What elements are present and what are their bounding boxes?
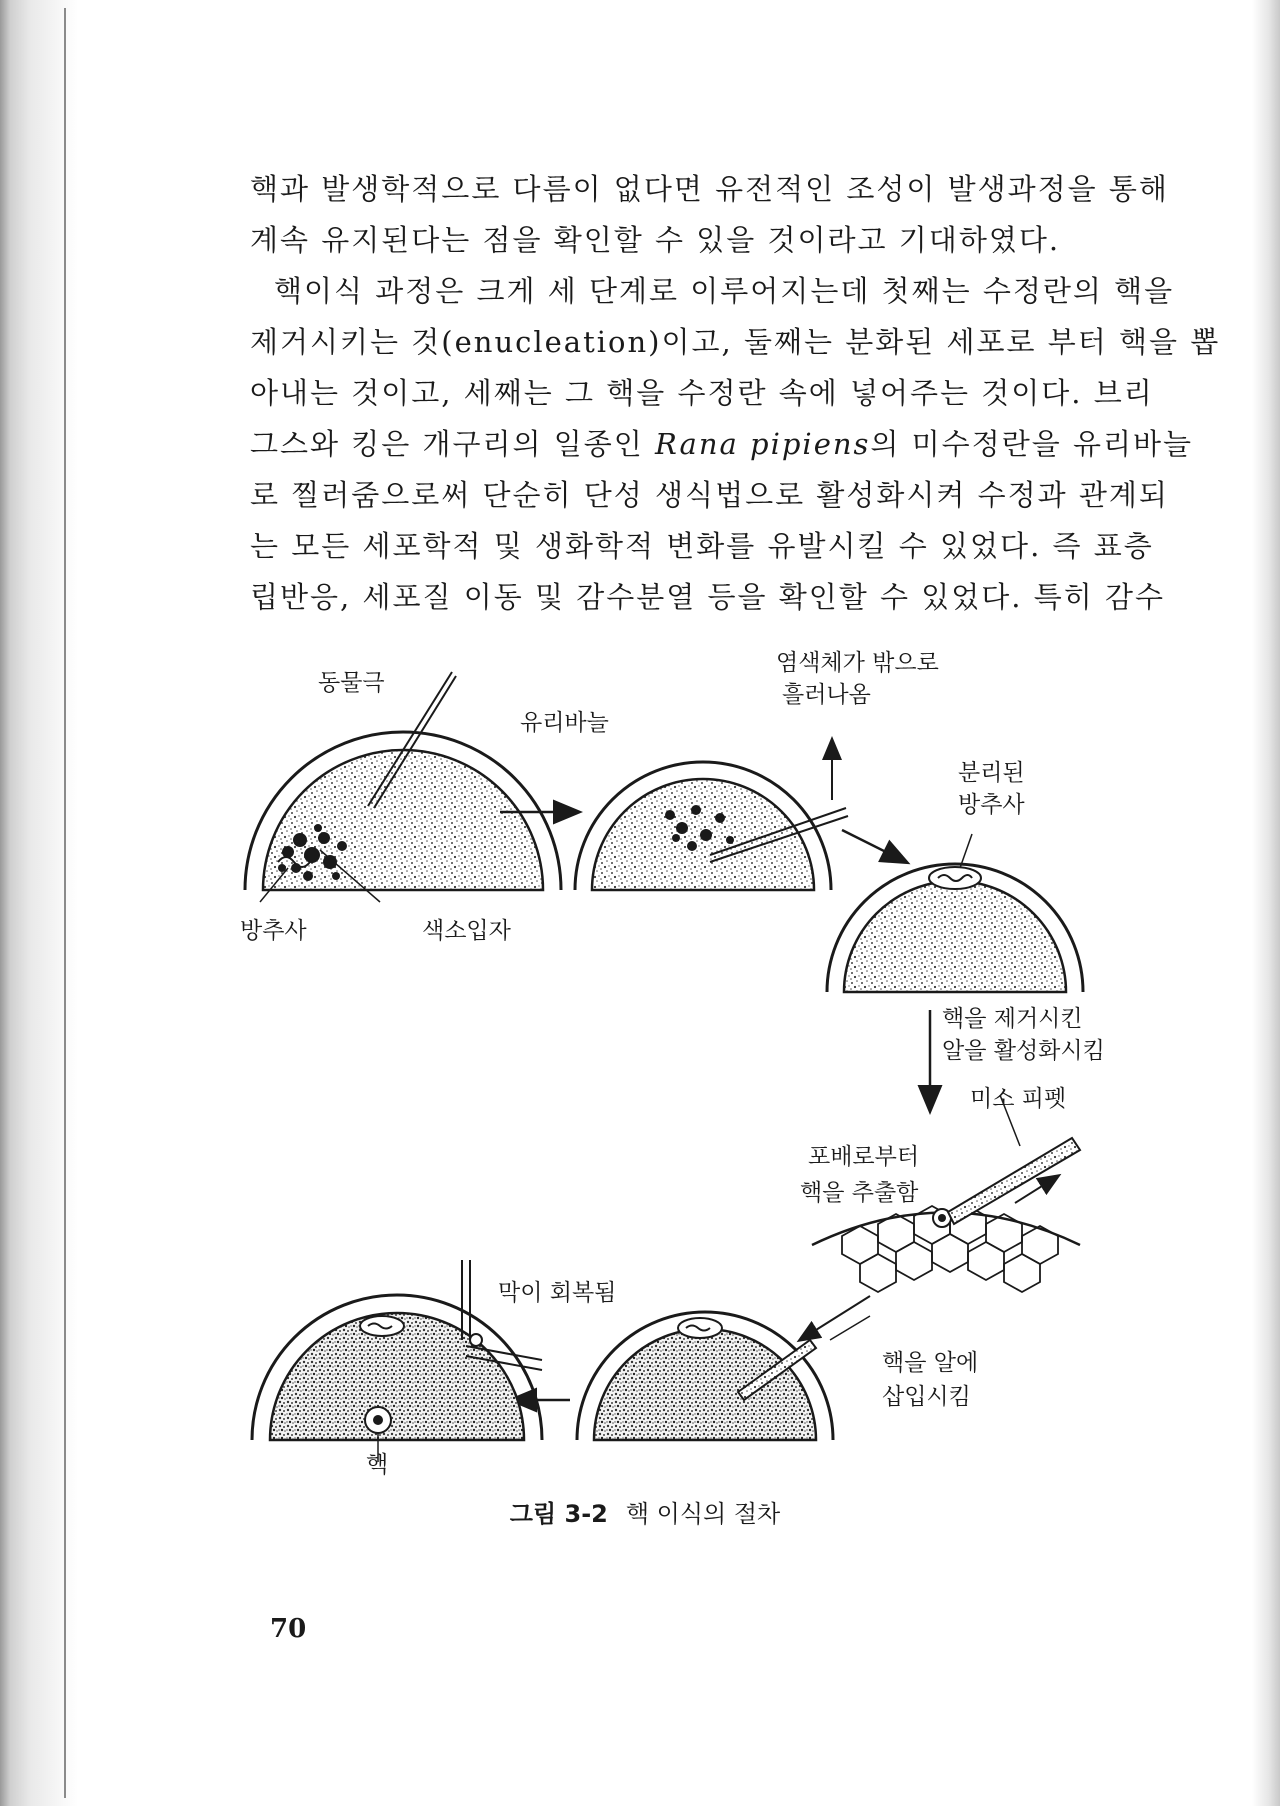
label-spindle: 방추사: [240, 918, 307, 944]
egg-enucleation: [245, 672, 561, 902]
label-micropipette: 미소 피펫: [970, 1086, 1067, 1112]
egg-cytoplasm: [844, 881, 1066, 992]
label-insert-2: 삽입시킴: [882, 1384, 971, 1410]
paragraph-2: [250, 266, 1221, 623]
arrow-in: [800, 1296, 870, 1340]
label-animal-pole: 동물극: [318, 670, 385, 696]
label-insert-1: 핵을 알에: [882, 1350, 979, 1376]
label-nucleus: 핵: [366, 1452, 389, 1478]
text-fragment: 그스와 킹은 개구리의 일종인: [250, 427, 656, 461]
label-separated-2: 방추사: [958, 792, 1025, 818]
egg-chromosomes-out: [575, 740, 848, 890]
egg-insertion: [577, 1296, 870, 1440]
nuclear-transfer-figure: [230, 640, 1130, 1510]
label-activate-2: 알을 활성화시킴: [942, 1038, 1105, 1064]
text-line: 핵이식 과정은 크게 세 단계로 이루어지는데 첫째는 수정란의 핵을: [274, 274, 1175, 308]
figure-caption: [250, 1494, 1040, 1529]
label-extract-2: 핵을 추출함: [800, 1180, 919, 1206]
body-text: [250, 164, 1221, 623]
figure-drawing: [230, 640, 1130, 1510]
book-spine-shadow: [0, 0, 78, 1806]
text-line: 는 모든 세포학적 및 생화학적 변화를 유발시킬 수 있었다. 즉 표층: [250, 529, 1154, 563]
page-number: 70: [270, 1614, 307, 1644]
egg-cytoplasm: [263, 750, 543, 890]
egg-cytoplasm: [594, 1329, 816, 1440]
insertion-guide: [830, 1316, 870, 1340]
spindle-body: [678, 1318, 722, 1338]
membrane-bleb: [470, 1334, 482, 1346]
nucleus-core: [373, 1415, 383, 1425]
label-membrane: 막이 회복됨: [498, 1280, 617, 1306]
species-name: Rana pipiens: [655, 427, 871, 461]
text-line-species: [250, 419, 1193, 470]
caption-number: 그림 3-2: [509, 1500, 608, 1528]
egg-separated-spindle: [827, 834, 1083, 992]
text-line: 아내는 것이고, 세째는 그 핵을 수정란 속에 넣어주는 것이다. 브리: [250, 376, 1154, 410]
page-right-edge: [1252, 0, 1280, 1806]
spindle-body: [360, 1316, 404, 1336]
text-line: 립반응, 세포질 이동 및 감수분열 등을 확인할 수 있었다. 특히 감수: [250, 580, 1165, 614]
separated-spindle-body: [929, 867, 981, 889]
text-line: 계속 유지된다는 점을 확인할 수 있을 것이라고 기대하였다.: [250, 223, 1061, 257]
label-glass-needle: 유리바늘: [520, 710, 609, 736]
caption-text: 핵 이식의 절차: [625, 1500, 781, 1528]
micropipette: [948, 1138, 1080, 1224]
label-chromosomes-out-2: 흘러나옴: [782, 682, 871, 708]
label-pigment: 색소입자: [422, 918, 511, 944]
label-activate-1: 핵을 제거시킨: [942, 1006, 1083, 1032]
text-line: 핵과 발생학적으로 다름이 없다면 유전적인 조성이 발생과정을 통해: [250, 172, 1169, 206]
page-edge: [64, 8, 66, 1798]
text-line: 제거시키는 것(enucleation)이고, 둘째는 분화된 세포로 부터 핵을 뽑: [250, 325, 1221, 359]
text-line: 로 찔러줌으로써 단순히 단성 생식법으로 활성화시켜 수정과 관계되: [250, 478, 1169, 512]
spindle-pointer: [960, 834, 972, 868]
label-extract-1: 포배로부터: [808, 1144, 920, 1170]
label-chromosomes-out-1: 염색체가 밖으로: [776, 650, 939, 676]
label-separated-1: 분리된: [958, 760, 1025, 786]
paragraph-1: [250, 164, 1169, 266]
arrow-2: [842, 830, 906, 862]
nucleus-core: [938, 1214, 946, 1222]
text-fragment: 의 미수정란을 유리바늘: [870, 427, 1193, 461]
